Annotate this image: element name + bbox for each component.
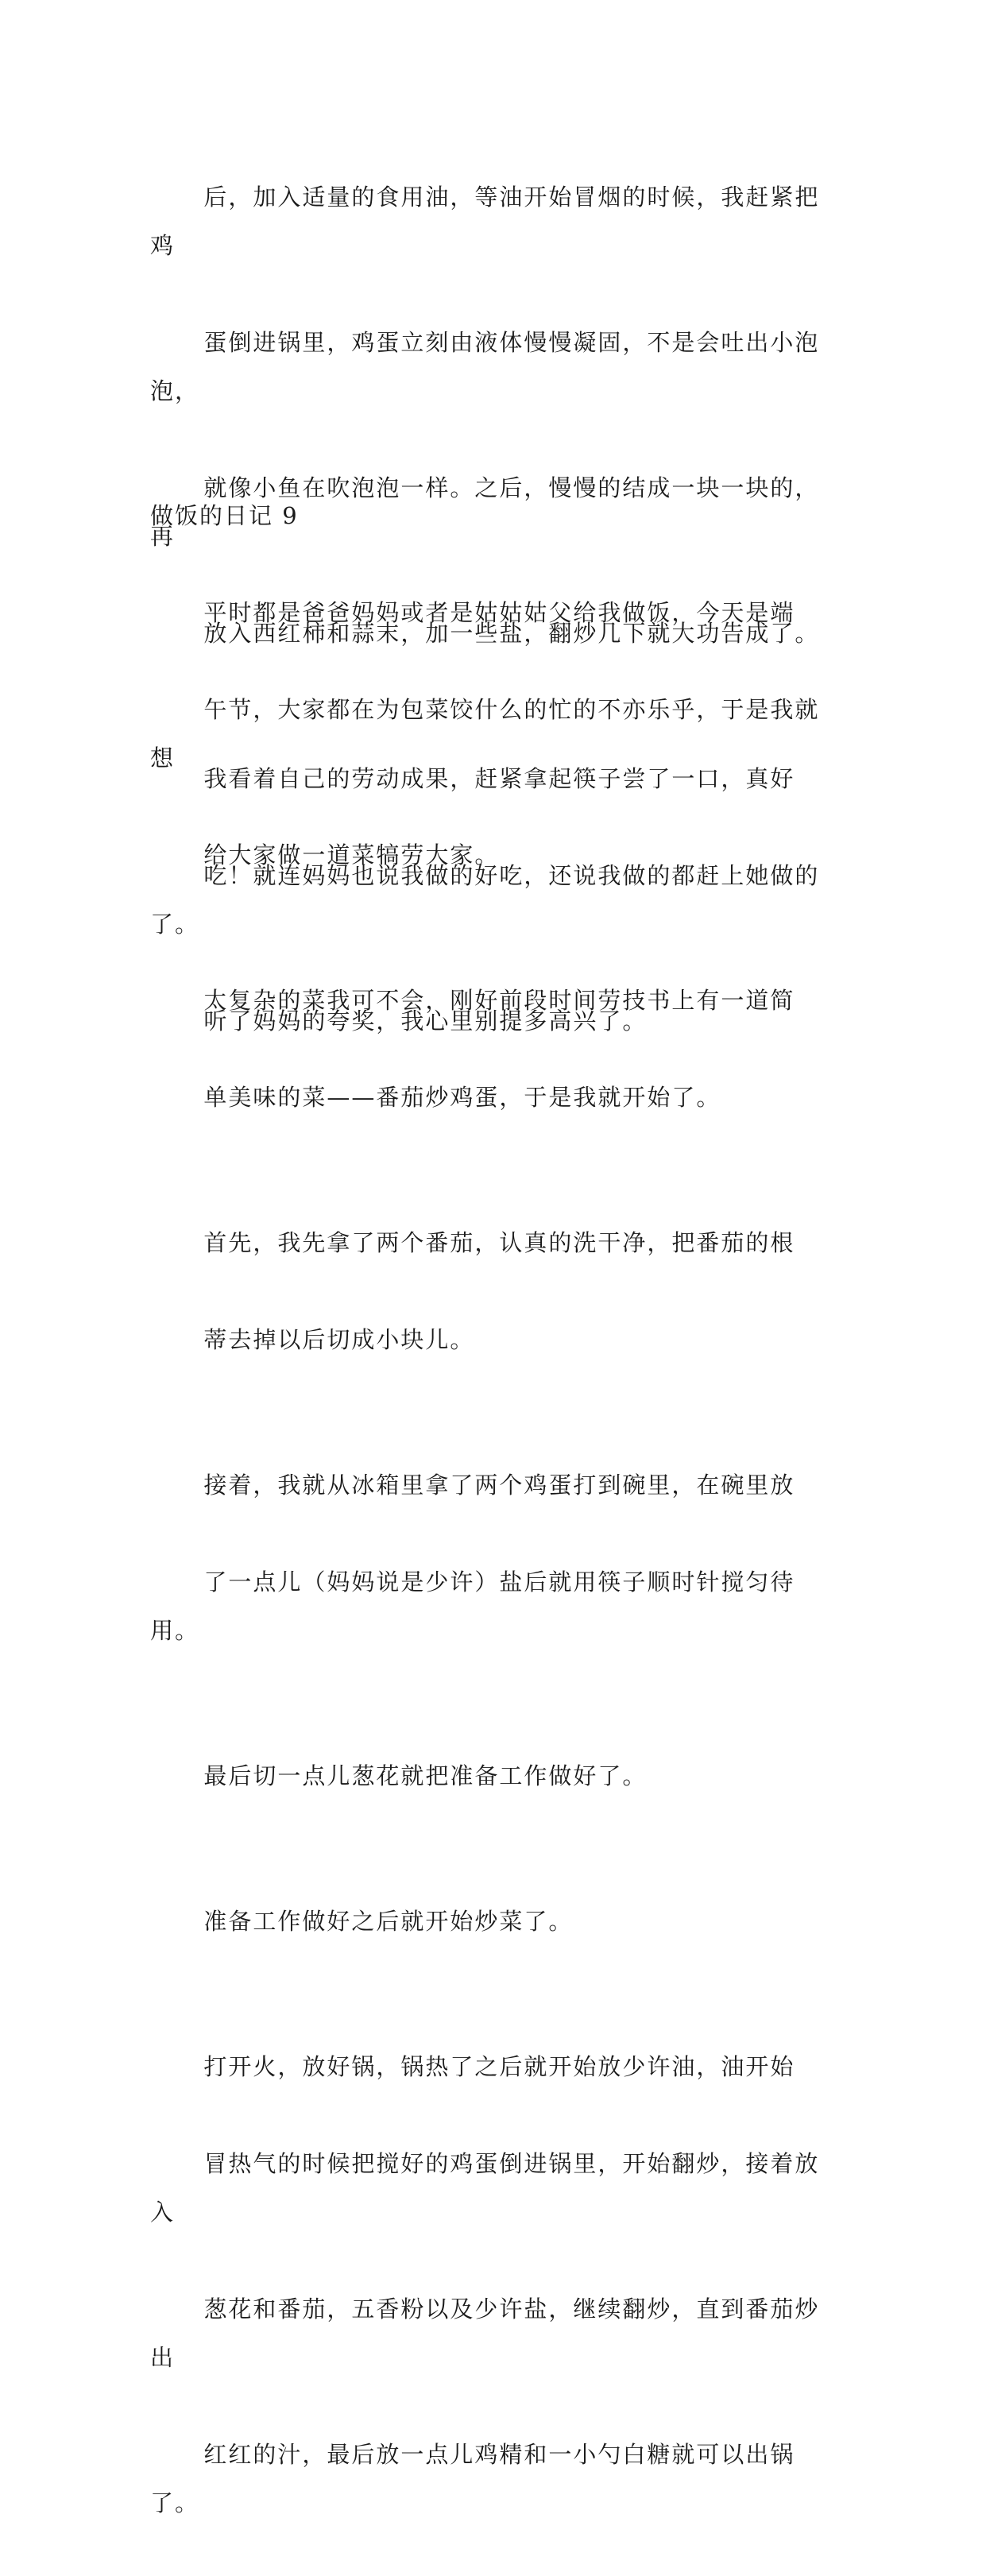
paragraph [150, 1704, 841, 1849]
paragraph [150, 1170, 841, 1413]
text-line: 接着，我就从冰箱里拿了两个鸡蛋打到碗里，在碗里放 [203, 1472, 795, 1499]
text-line: 红红的汁，最后放一点儿鸡精和一小勺白糖就可以出锅了。 [150, 2441, 795, 2516]
text-line: 首先，我先拿了两个番茄，认真的洗干净，把番茄的根 [203, 1229, 795, 1256]
paragraph [150, 928, 841, 1170]
text-line: 单美味的菜——番茄炒鸡蛋，于是我就开始了。 [203, 1084, 721, 1111]
text-line: 打开火，放好锅，锅热了之后就开始放少许油，油开始 [203, 2053, 795, 2080]
text-line: 蒂去掉以后切成小块儿。 [203, 1326, 475, 1353]
text-line: 准备工作做好之后就开始炒菜了。 [203, 1908, 574, 1935]
text-line: 最后切一点儿葱花就把准备工作做好了。 [203, 1762, 648, 1789]
text-line: 给大家做一道菜犒劳大家。 [203, 841, 500, 868]
section-body [150, 540, 841, 2576]
paragraph [150, 1849, 841, 1994]
text-line: 冒热气的时候把搅好的鸡蛋倒进锅里，开始翻炒，接着放入 [150, 2150, 820, 2226]
text-line: 太复杂的菜我可不会，刚好前段时间劳技书上有一道简 [203, 987, 795, 1014]
paragraph [150, 1994, 841, 2576]
text-line: 后，加入适量的食用油，等油开始冒烟的时候，我赶紧把鸡 [150, 184, 820, 259]
text-line: 了一点儿（妈妈说是少许）盐后就用筷子顺时针搅匀待用。 [150, 1568, 795, 1644]
text-line: 葱花和番茄，五香粉以及少许盐，继续翻炒，直到番茄炒出 [150, 2296, 820, 2371]
paragraph [150, 1413, 841, 1704]
text-line: 放入西红柿和蒜末，加一些盐，翻炒几下就大功告成了。 [203, 620, 820, 647]
section-title: 做饭的日记 9 [150, 502, 299, 529]
text-line: 我看着自己的劳动成果，赶紧拿起筷子尝了一口，真好 [203, 765, 795, 792]
paragraph [150, 540, 841, 928]
text-line: 蛋倒进锅里，鸡蛋立刻由液体慢慢凝固，不是会吐出小泡泡， [150, 329, 820, 404]
text-line: 听了妈妈的夸奖，我心里别提多高兴了。 [203, 1008, 648, 1035]
text-line: 午节，大家都在为包菜饺什么的忙的不亦乐乎，于是我就想 [150, 696, 820, 772]
text-line: 吃！就连妈妈也说我做的好吃，还说我做的都赶上她做的了。 [150, 862, 820, 938]
text-line: 平时都是爸爸妈妈或者是姑姑姑父给我做饭，今天是端 [203, 599, 795, 626]
text-line: 就像小鱼在吹泡泡一样。之后，慢慢的结成一块一块的，再 [150, 474, 820, 550]
